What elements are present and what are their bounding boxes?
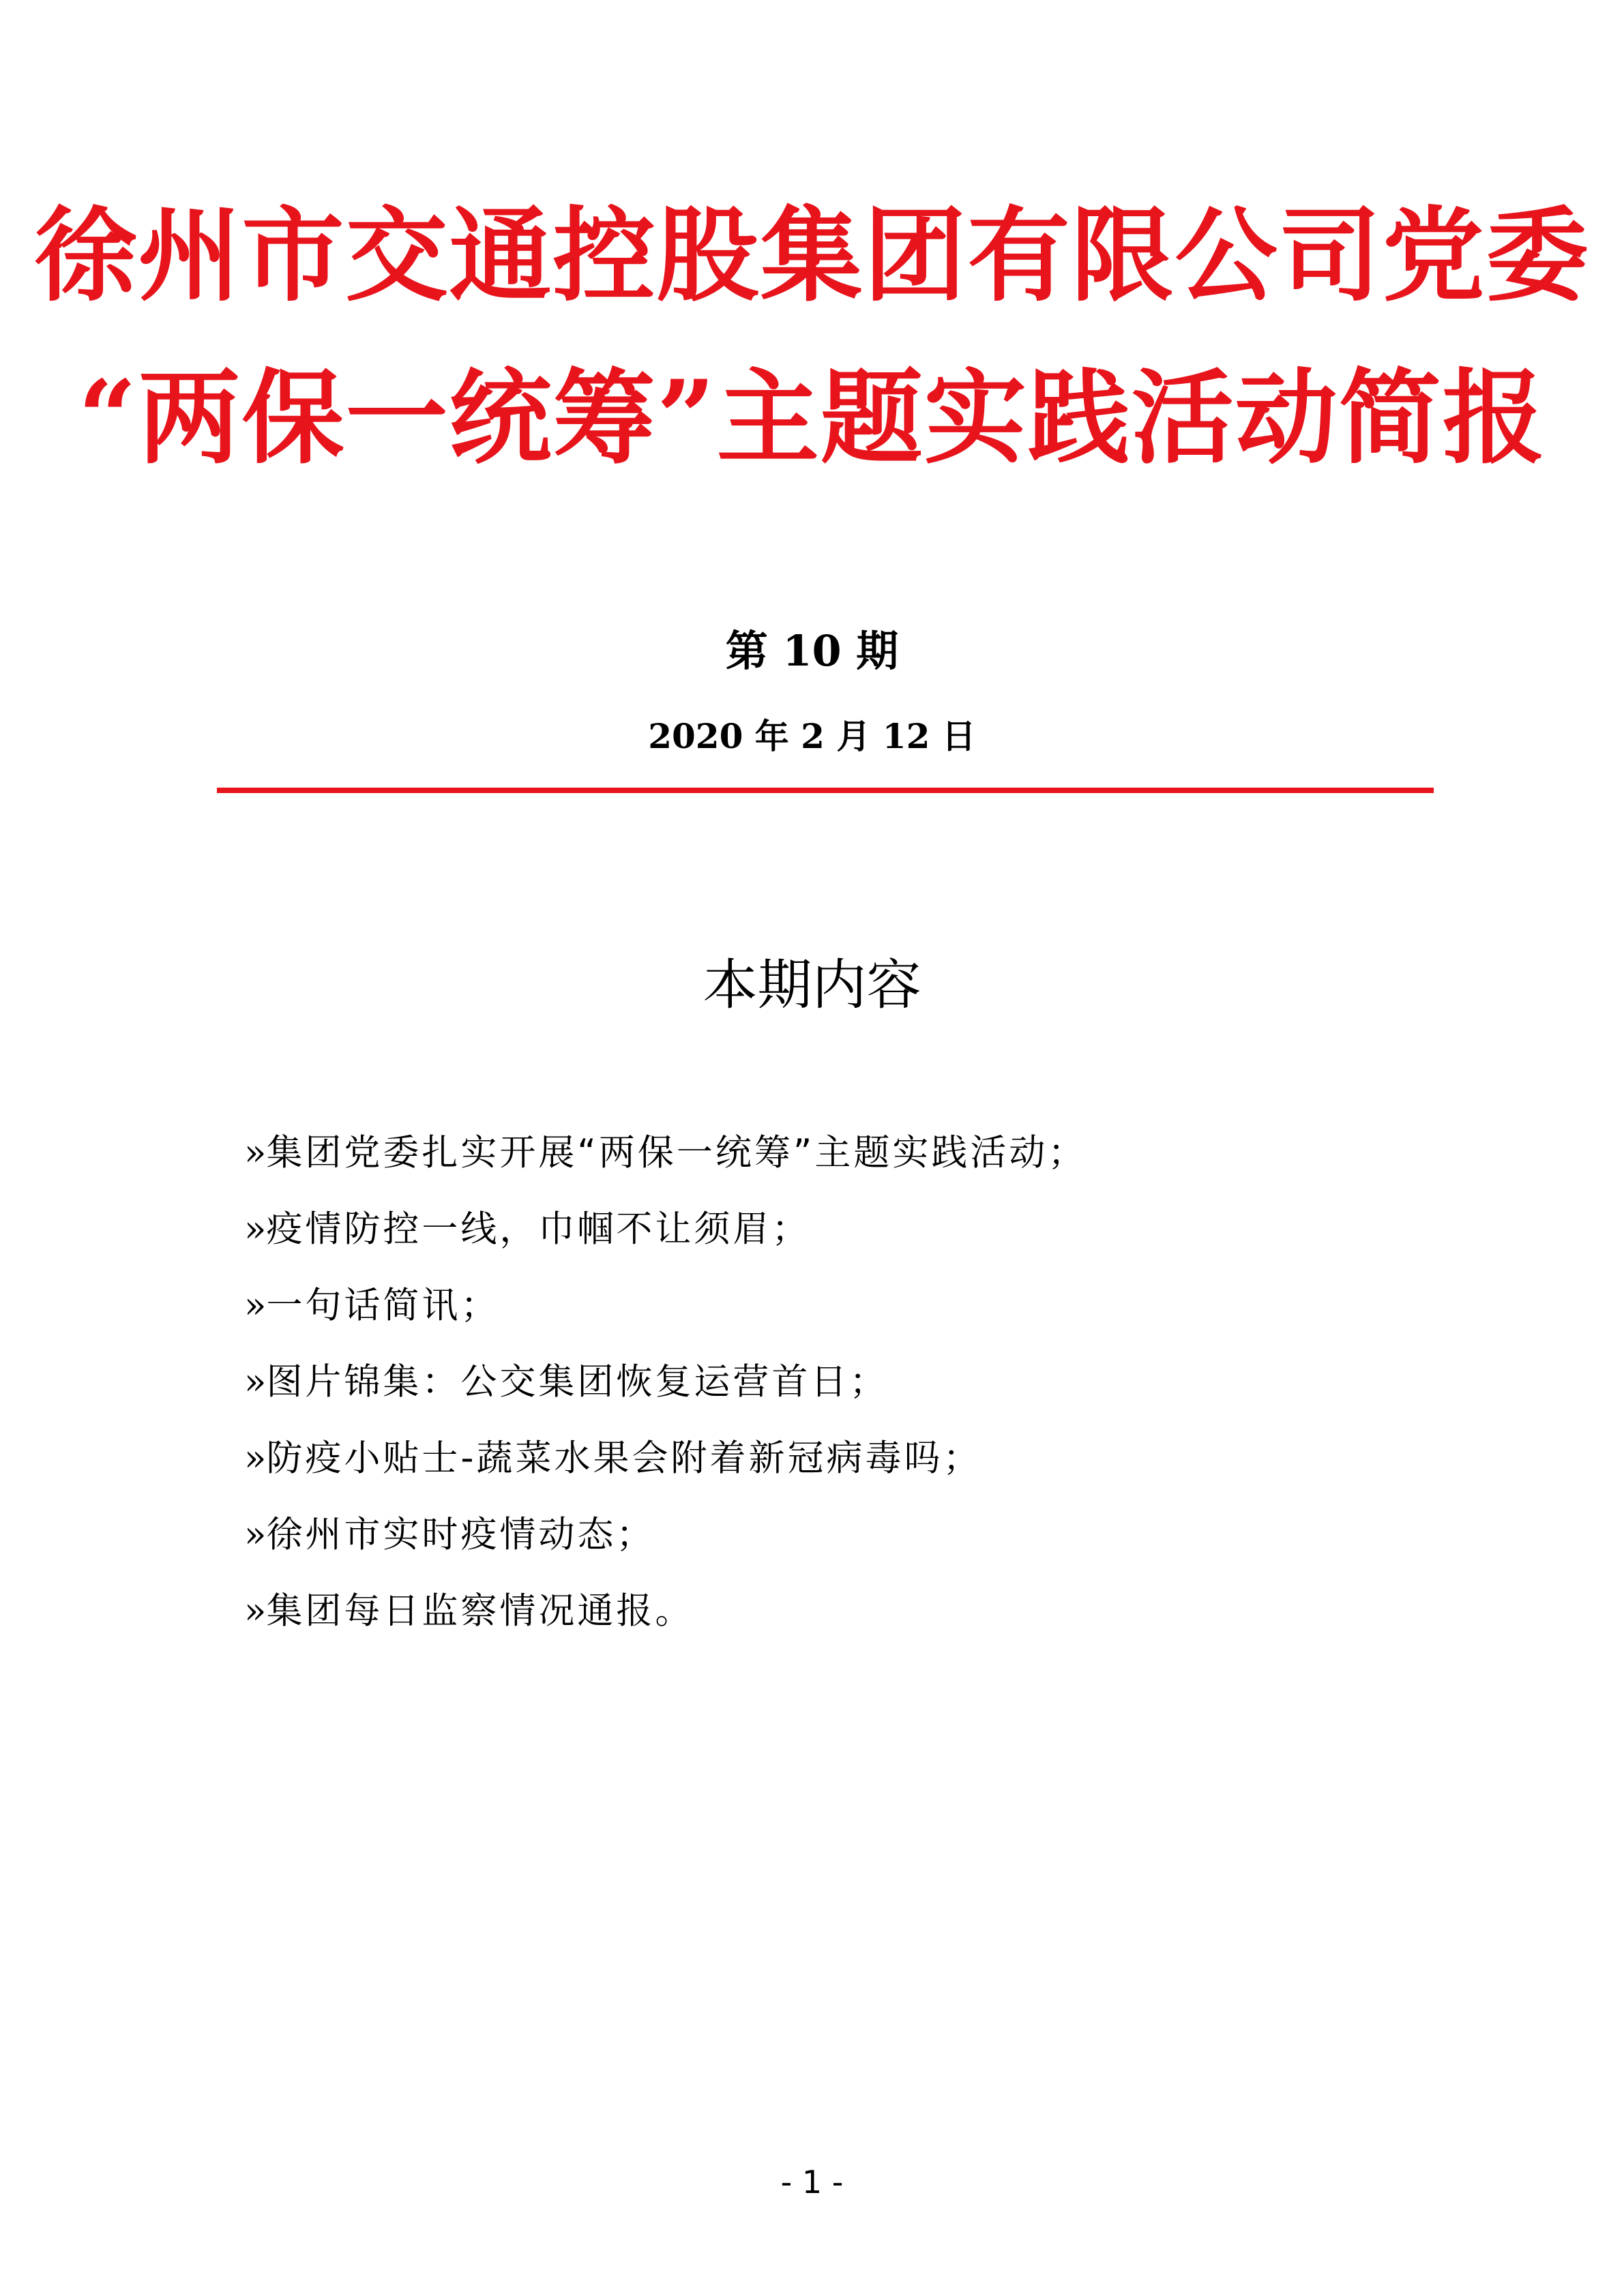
- bullet-icon: »: [244, 1361, 267, 1403]
- toc-item-text: 防疫小贴士-蔬菜水果会附着新冠病毒吗；: [266, 1437, 982, 1479]
- issue-date: 2020 年 2 月 12 日: [648, 716, 976, 756]
- toc-item: [244, 1268, 1472, 1344]
- toc-item-text: 疫情防控一线，巾帼不让须眉；: [266, 1208, 811, 1250]
- toc-item-text: 集团党委扎实开展“两保一统筹”主题实践活动；: [266, 1132, 1087, 1174]
- toc-item: [244, 1344, 1472, 1420]
- bullet-icon: »: [244, 1132, 267, 1174]
- red-divider: [217, 788, 1434, 793]
- bullet-icon: »: [244, 1208, 267, 1250]
- toc-item: [244, 1115, 1472, 1191]
- bullet-icon: »: [244, 1514, 267, 1555]
- title-line-2: “两保一统筹”主题实践活动简报: [78, 358, 1546, 478]
- title-line-1: 徐州市交通控股集团有限公司党委: [34, 196, 1590, 316]
- toc-item: [244, 1420, 1472, 1497]
- toc-item-text: 集团每日监察情况通报。: [266, 1590, 694, 1632]
- toc-item-text: 徐州市实时疫情动态；: [266, 1514, 655, 1555]
- bullet-icon: »: [244, 1285, 267, 1326]
- toc-item-text: 图片锦集：公交集团恢复运营首日；: [266, 1361, 889, 1403]
- toc-item: [244, 1497, 1472, 1573]
- toc-item: [244, 1573, 1472, 1650]
- toc-item-text: 一句话简讯；: [266, 1285, 500, 1326]
- toc-heading: 本期内容: [703, 953, 921, 1017]
- bullet-icon: »: [244, 1437, 267, 1479]
- page-number: - 1 -: [780, 2164, 844, 2201]
- issue-number: 第 10 期: [725, 626, 899, 676]
- toc-item: [244, 1191, 1472, 1268]
- bullet-icon: »: [244, 1590, 267, 1632]
- toc-list: [244, 1115, 1472, 1650]
